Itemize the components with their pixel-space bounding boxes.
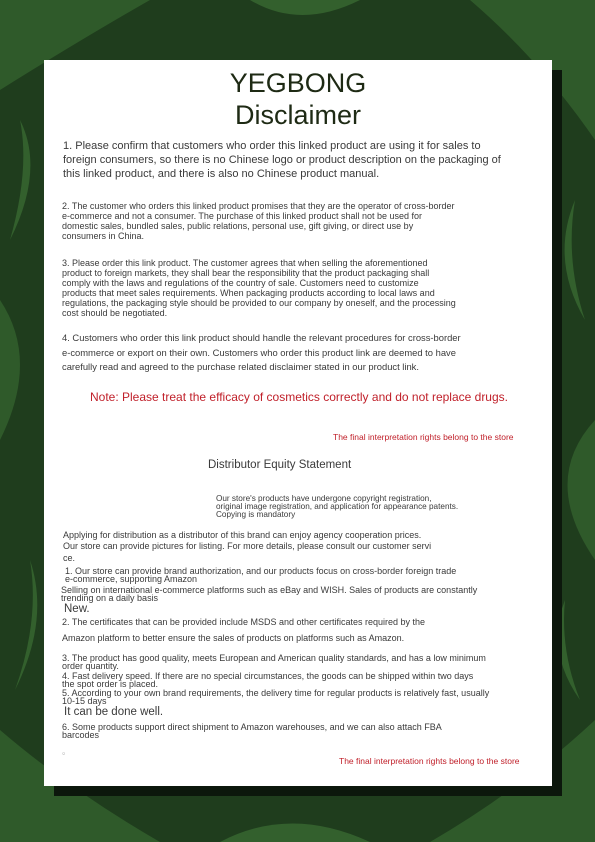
equity-item-5-line-3: It can be done well. <box>64 706 164 718</box>
disclaimer-item-3: 3. Please order this link product. The customer agrees that when selling the aforementioned product to foreign markets, they shall bear the responsibility that the product packaging shall comply with the laws and regulations of the country of sale. Customers need to customize products that meet sales requirements. When packaging products according to local laws and regulations, the packaging style should be provided to our company by oneself, and the processing cost should be negotiated. <box>62 258 456 319</box>
disclaimer-item-4: 4. Customers who order this link product should handle the relevant procedures for cross-border e-commerce or export on their own. Customers who order this product link are deemed to have carefully read and agreed to the purchase related disclaimer stated in our product link. <box>62 332 461 373</box>
final-rights-statement-2: The final interpretation rights belong to the store <box>339 756 520 766</box>
equity-item-6-mark: 。 <box>62 746 72 756</box>
equity-item-5-line-2: 10-15 days <box>62 696 107 706</box>
equity-item-3-line-2: order quantity. <box>62 661 119 671</box>
copyright-statement: Our store's products have undergone copyright registration, original image registration, and application for appearance patents. Copying is mandatory <box>216 494 459 520</box>
equity-item-4-line-1: 4. Fast delivery speed. If there are no special circumstances, the goods can be shipped within two days <box>62 671 474 681</box>
equity-item-6-line-1: 6. Some products support direct shipment to Amazon warehouses, and we can also attach FBA <box>62 722 442 732</box>
equity-heading: Distributor Equity Statement <box>208 459 352 471</box>
disclaimer-item-2: 2. The customer who orders this linked product promises that they are the operator of cross-border e-commerce and not a consumer. The purchase of this linked product shall not be used for domestic sales, bundled sales, public relations, personal use, gift giving, or direct use by consumers in China. <box>62 201 455 242</box>
disclaimer-item-1: 1. Please confirm that customers who order this linked product are using it for sales to foreign consumers, so there is no Chinese logo or product description on the packaging of this linked product, and there is also no Chinese product manual. <box>63 140 501 180</box>
equity-item-1-line-1: 1. Our store can provide brand authorization, and our products focus on cross-border foreign trade <box>65 566 457 576</box>
equity-item-4-line-2: the spot order is placed. <box>62 679 159 689</box>
cosmetics-note: Note: Please treat the efficacy of cosmetics correctly and do not replace drugs. <box>90 390 508 404</box>
equity-item-3-line-1: 3. The product has good quality, meets European and American quality standards, and has a low minimum <box>62 653 486 663</box>
equity-item-1-line-2: e-commerce, supporting Amazon <box>65 574 198 584</box>
brand-title: YEGBONG <box>229 68 367 98</box>
equity-item-2-line-1: 2. The certificates that can be provided include MSDS and other certificates required by the <box>62 617 426 627</box>
equity-item-6-line-2: barcodes <box>62 730 100 740</box>
equity-item-1-line-3: Selling on international e-commerce platforms such as eBay and WISH. Sales of products are constantly <box>61 585 478 595</box>
equity-item-1-line-5: New. <box>64 603 90 615</box>
equity-item-2-line-2: Amazon platform to better ensure the sales of products on platforms such as Amazon. <box>62 633 405 643</box>
disclaimer-card <box>44 60 552 786</box>
equity-item-1-line-4: trending on a daily basis <box>61 593 159 603</box>
final-rights-statement-1: The final interpretation rights belong to the store <box>333 432 514 442</box>
page-title: Disclaimer <box>234 100 361 130</box>
distribution-intro: Applying for distribution as a distributor of this brand can enjoy agency cooperation prices. Our store can provide pictures for listing. For more details, please consult our customer servi ce. <box>63 530 432 563</box>
equity-item-5-line-1: 5. According to your own brand requirements, the delivery time for regular products is relatively fast, usually <box>62 688 490 698</box>
